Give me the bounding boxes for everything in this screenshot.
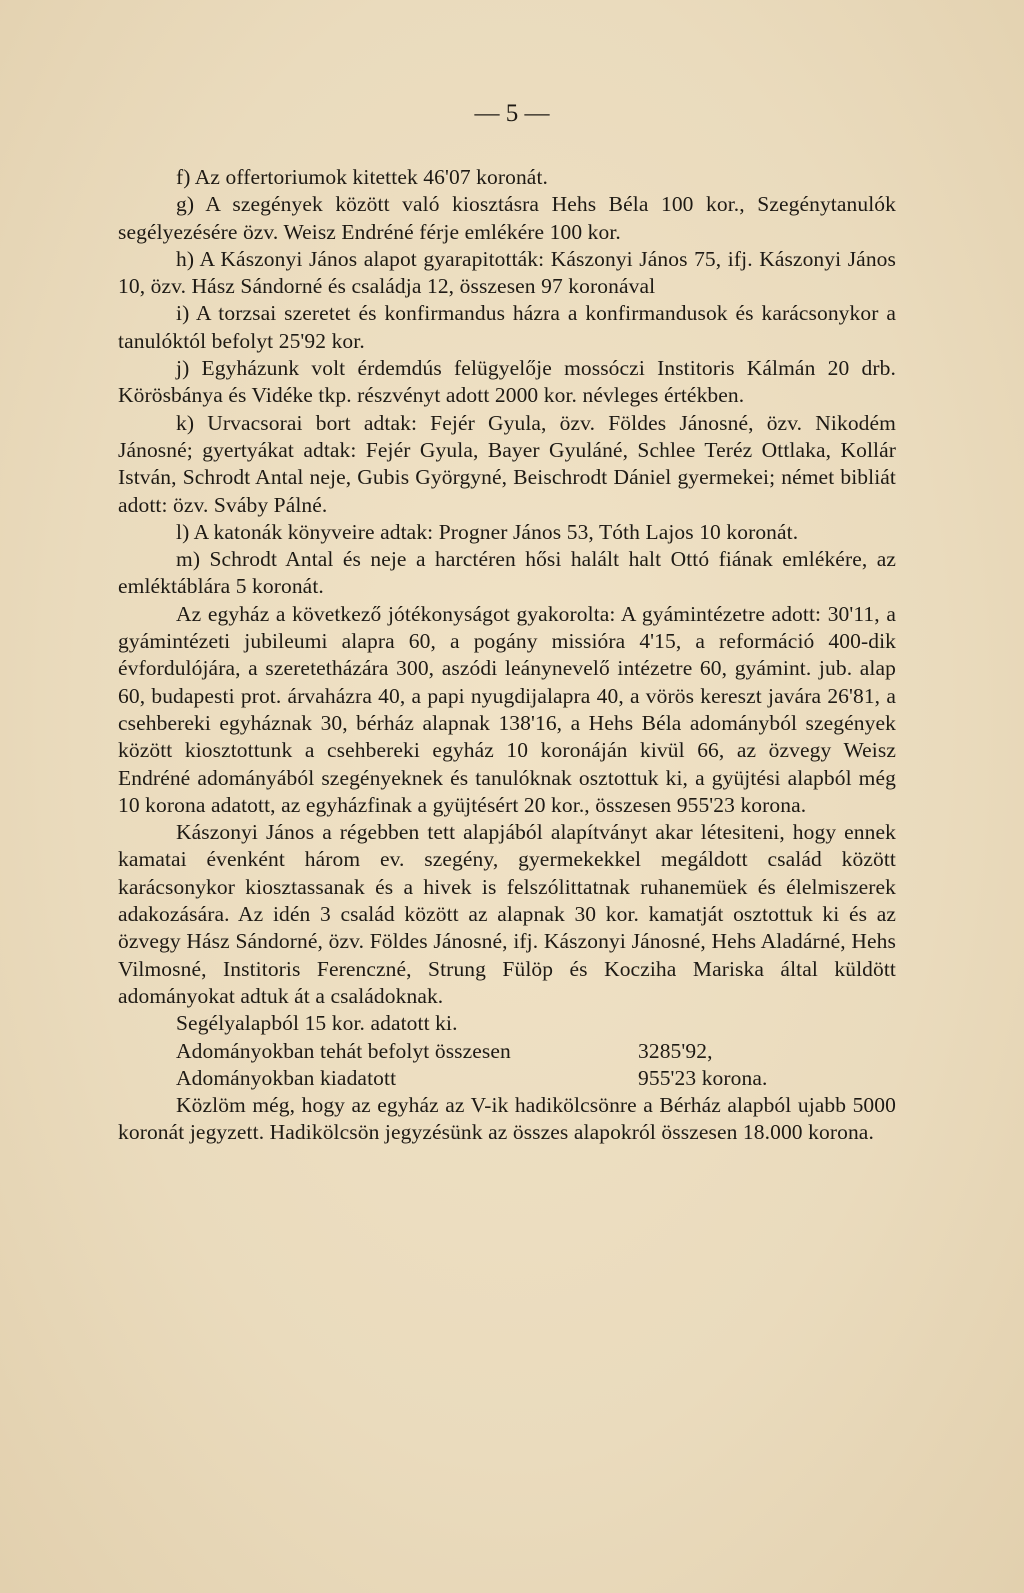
page-number: — 5 —: [474, 100, 550, 127]
paragraph-m: m) Schrodt Antal és neje a harctéren hősi halált halt Ottó fiának emlékére, az emléktáblára 5 koronát.: [118, 547, 896, 599]
ledger-row-income: [118, 1038, 896, 1065]
ledger-label: Adományokban tehát befolyt összesen: [176, 1038, 511, 1063]
body-text: [118, 164, 896, 1147]
paragraph-i: i) A torzsai szeretet és konfirmandus házra a konfirmandusok és karácsonykor a tanulóktól befolyt 25'92 kor.: [118, 301, 896, 353]
paragraph-j: j) Egyházunk volt érdemdús felügyelője mossóczi Institoris Kálmán 20 drb. Körösbánya és Vidéke tkp. részvényt adott 2000 kor. névleges értékben.: [118, 356, 896, 408]
ledger-value: 3285'92,: [638, 1038, 713, 1063]
paragraph-h: h) A Kászonyi János alapot gyarapitották: Kászonyi János 75, ifj. Kászonyi János 10, özv. Hász Sándorné és családja 12, összesen 97 koronával: [118, 246, 896, 299]
paragraph-k: k) Urvacsorai bort adtak: Fejér Gyula, özv. Földes Jánosné, özv. Nikodém Jánosné; gyertyákat adtak: Fejér Gyula, Bayer Gyuláné, Schlee Teréz Ottlaka, Kollár István, Schrodt Antal neje, Gubis Györgyné, Beischrodt Dániel gyermekei; német bibliát adott: özv. Sváby Pálné.: [118, 410, 896, 517]
paragraph-f: f) Az offertoriumok kitettek 46'07 koronát.: [176, 165, 548, 189]
paragraph-g: g) A szegények között való kiosztásra Hehs Béla 100 kor., Szegénytanulók segélyezésére özv. Weisz Endréné férje emlékére 100 kor.: [118, 192, 896, 244]
paragraph-charity: Az egyház a következő jótékonyságot gyakorolta: A gyámintézetre adott: 30'11, a gyámintézeti jubileumi alapra 60, a pogány missióra 4'15, a reformáció 400-dik évfordulójára, a szeretetházára 300, aszódi leánynevelő intézetre 60, gyámint. jub. alap 60, budapesti prot. árvaházra 40, a papi nyugdijalapra 40, a vörös kereszt javára 26'81, a csehbereki egyháznak 30, bérház alapnak 138'16, a Hehs Béla adományból szegények között kiosztottunk a csehbereki egyház 10 koronáján kivül 66, az özvegy Weisz Endréné adományából szegényeknek és tanulóknak osztottuk ki, a gyüjtési alapból még 10 korona adatott, az egyházfinak a gyüjtésért 20 kor., összesen 955'23 korona.: [118, 601, 896, 817]
paragraph-foundation: Kászonyi János a régebben tett alapjából alapítványt akar létesiteni, hogy ennek kamatai évenként három ev. szegény, gyermekekkel megáldott család között karácsonykor kiosztassanak és a hivek is felszólittatnak ruhanemüek és élelmiszerek adakozására. Az idén 3 család között az alapnak 30 kor. kamatját osztottuk ki és az özvegy Hász Sándorné, özv. Földes Jánosné, ifj. Kászonyi Jánosné, Hehs Aladárné, Hehs Vilmosné, Institoris Ferenczné, Strung Fülöp és Kocziha Mariska által küldött adományokat adtuk át a családoknak.: [118, 820, 896, 1008]
paragraph-closing: Közlöm még, hogy az egyház az V-ik hadikölcsönre a Bérház alapból ujabb 5000 koronát jegyzett. Hadikölcsön jegyzésünk az összes alapokról összesen 18.000 korona.: [118, 1093, 896, 1145]
ledger-row-expense: [118, 1065, 896, 1092]
paragraph-aid-fund: Segélyalapból 15 kor. adatott ki.: [176, 1011, 458, 1036]
ledger-value: 955'23 korona.: [638, 1065, 768, 1090]
ledger-label: Adományokban kiadatott: [176, 1065, 397, 1090]
paragraph-l: l) A katonák könyveire adtak: Progner János 53, Tóth Lajos 10 koronát.: [176, 519, 799, 544]
